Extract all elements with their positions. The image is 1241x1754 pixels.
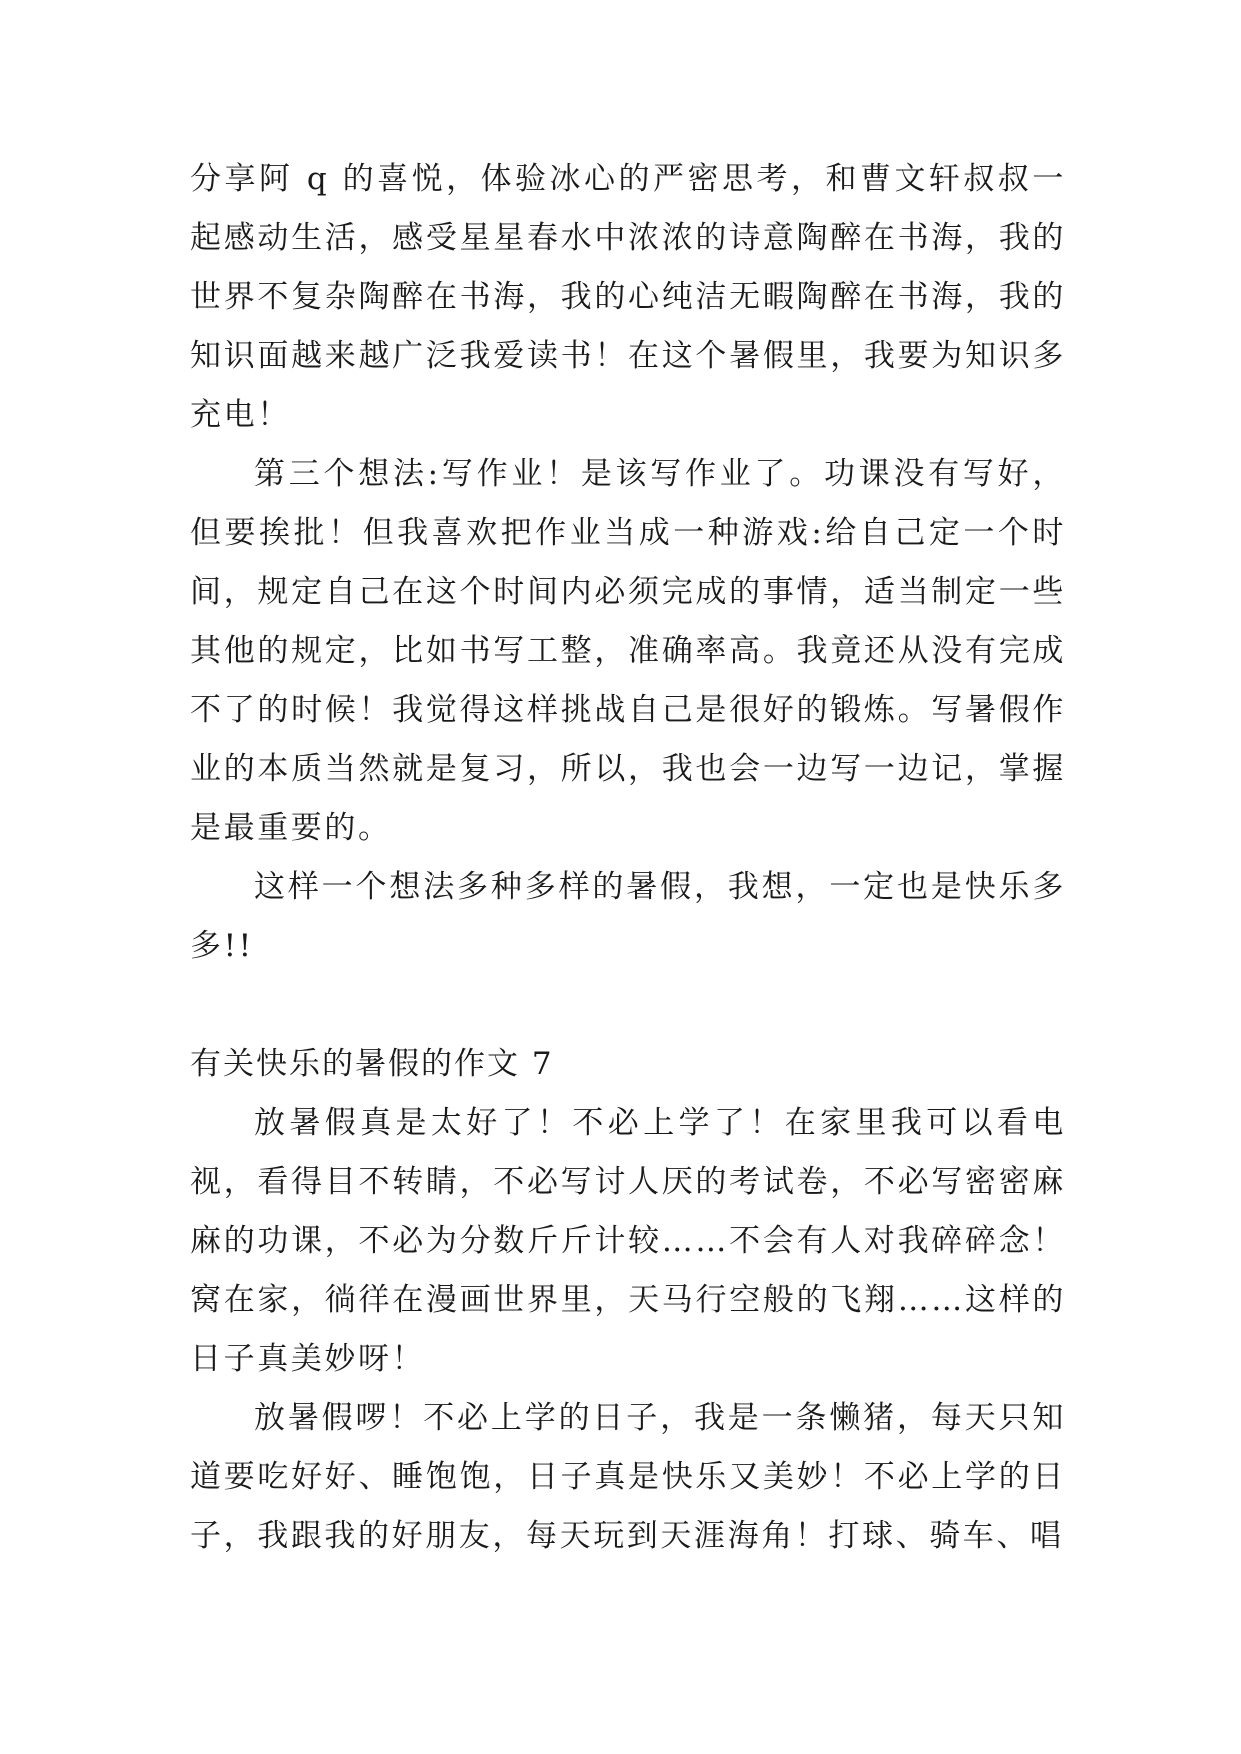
document-body xyxy=(190,150,1066,1566)
paragraph-third-idea: 第三个想法:写作业！是该写作业了。功课没有写好，但要挨批！但我喜欢把作业当成一种游戏:给自己定一个时间，规定自己在这个时间内必须完成的事情，适当制定一些其他的规定，比如书写工整，准确率高。我竟还从没有完成不了的时候！我觉得这样挑战自己是很好的锻炼。写暑假作业的本质当然就是复习，所以，我也会一边写一边记，掌握是最重要的。 xyxy=(190,456,1066,846)
section-heading: 有关快乐的暑假的作文 7 xyxy=(190,1046,554,1082)
paragraph-essay7-1: 放暑假真是太好了！不必上学了！在家里我可以看电视，看得目不转睛，不必写讨人厌的考试卷，不必写密密麻麻的功课，不必为分数斤斤计较……不会有人对我碎碎念！窝在家，徜徉在漫画世界里，天马行空般的飞翔……这样的日子真美妙呀！ xyxy=(190,1105,1066,1377)
paragraph-conclusion: 这样一个想法多种多样的暑假，我想，一定也是快乐多多!! xyxy=(190,869,1066,964)
paragraph-essay7-2: 放暑假啰！不必上学的日子，我是一条懒猪，每天只知道要吃好好、睡饱饱，日子真是快乐又美妙！不必上学的日子，我跟我的好朋友，每天玩到天涯海角！打球、骑车、唱 xyxy=(190,1400,1066,1554)
section-spacer xyxy=(190,976,1066,1035)
paragraph-continued: 分享阿 q 的喜悦，体验冰心的严密思考，和曹文轩叔叔一起感动生活，感受星星春水中浓浓的诗意陶醉在书海，我的世界不复杂陶醉在书海，我的心纯洁无暇陶醉在书海，我的知识面越来越广泛我爱读书！在这个暑假里，我要为知识多充电！ xyxy=(190,161,1066,433)
